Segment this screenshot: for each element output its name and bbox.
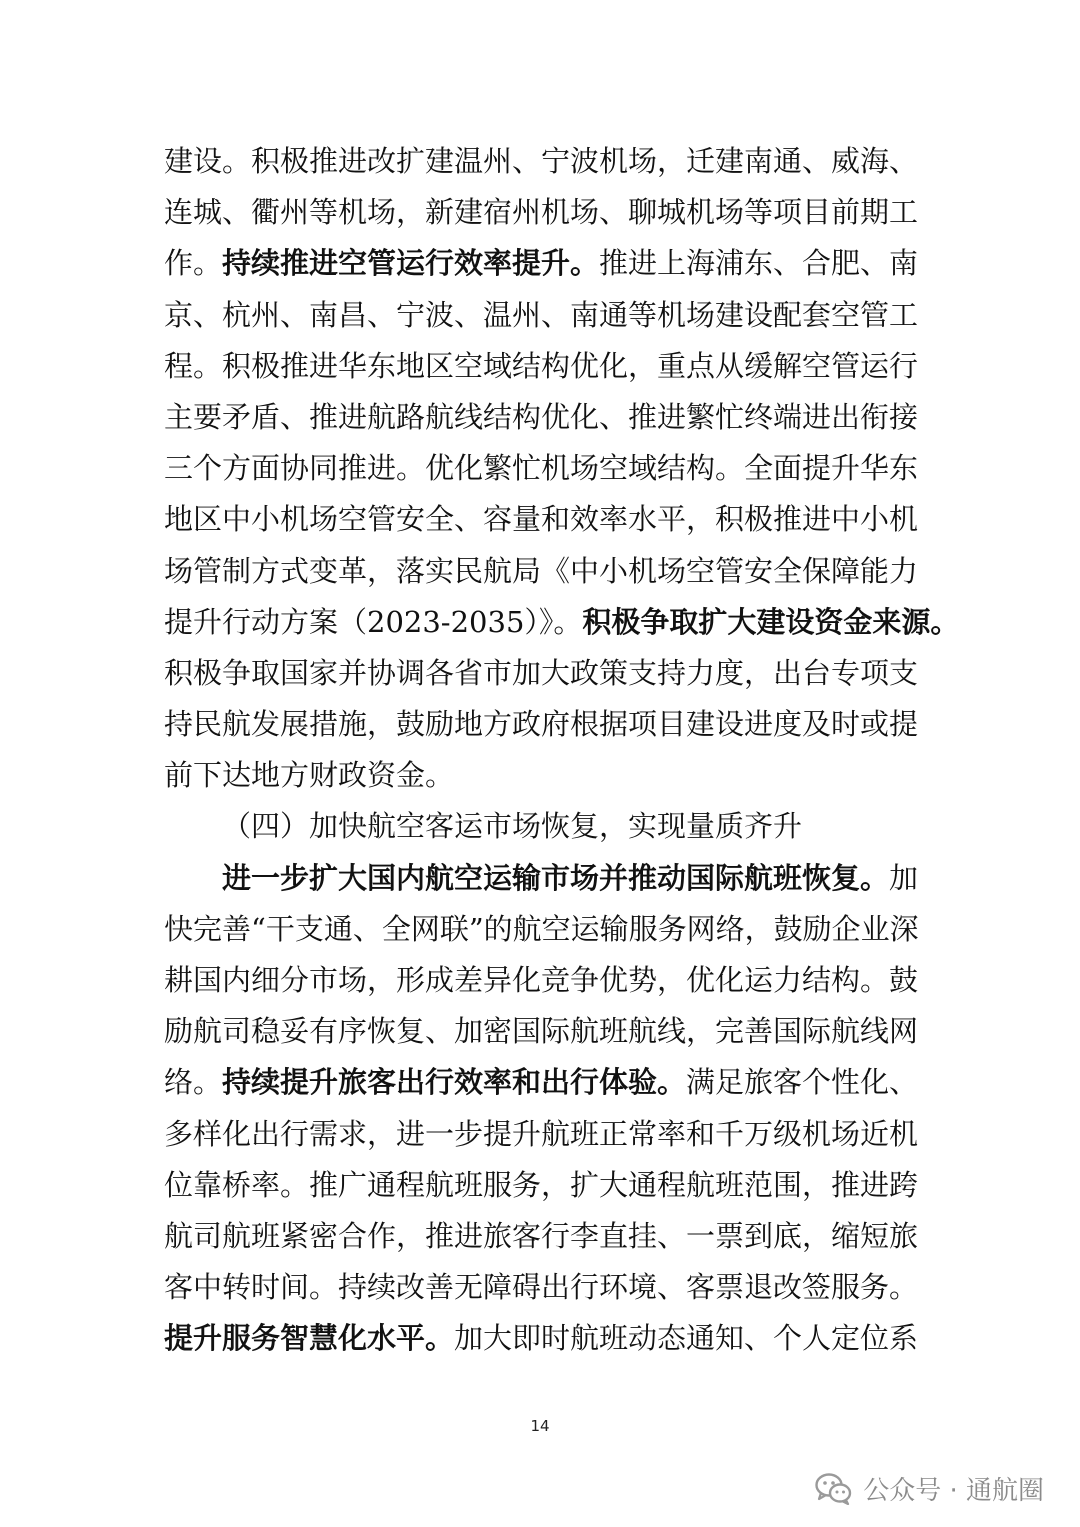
text-segment: 客中转时间。持续改善无障碍出行环境、客票退改签服务。 <box>164 1270 919 1305</box>
text-segment: 程。积极推进华东地区空域结构优化，重点从缓解空管运行 <box>164 348 919 383</box>
bold-text-segment: 进一步扩大国内航空运输市场并推动国际航班恢复。 <box>222 860 890 895</box>
text-segment: 地区中小机场空管安全、容量和效率水平，积极推进中小机 <box>164 502 919 537</box>
text-segment: 满足旅客个性化、 <box>686 1065 919 1100</box>
text-line <box>164 136 919 187</box>
text-segment: 积极争取国家并协调各省市加大政策支持力度，出台专项支 <box>164 655 919 690</box>
text-line <box>164 1262 919 1313</box>
text-line <box>164 290 919 341</box>
text-line <box>164 1160 919 1211</box>
text-segment: 励航司稳妥有序恢复、加密国际航班航线，完善国际航线网 <box>164 1014 919 1049</box>
text-segment: 连城、衢州等机场，新建宿州机场、聊城机场等项目前期工 <box>164 195 919 230</box>
text-segment: （四）加快航空客运市场恢复，实现量质齐升 <box>222 809 803 844</box>
text-segment: 络。 <box>164 1065 223 1100</box>
text-line <box>164 801 916 852</box>
text-line <box>164 597 960 648</box>
text-line <box>164 187 919 238</box>
watermark <box>815 1470 1044 1507</box>
text-line <box>164 699 919 750</box>
text-line <box>164 853 919 904</box>
text-segment: 主要矛盾、推进航路航线结构优化、推进繁忙终端进出衔接 <box>164 399 919 434</box>
bold-text-segment: 持续提升旅客出行效率和出行体验。 <box>222 1065 687 1100</box>
bold-text-segment: 积极争取扩大建设资金来源。 <box>582 604 960 639</box>
text-segment: 加 <box>889 860 919 895</box>
text-segment: 快完善“干支通、全网联”的航空运输服务网络，鼓励企业深 <box>164 911 919 946</box>
text-segment: 推进上海浦东、合肥、南 <box>599 246 919 281</box>
text-segment: 建设。积极推进改扩建温州、宁波机场，迁建南通、威海、 <box>164 144 919 178</box>
text-line <box>164 546 919 597</box>
text-segment: 京、杭州、南昌、宁波、温州、南通等机场建设配套空管工 <box>164 297 919 332</box>
text-line <box>164 750 916 801</box>
watermark-text: 公众号 · 通航圈 <box>863 1476 1044 1506</box>
page-number: 14 <box>530 1417 550 1435</box>
text-segment: 提升行动方案（2023-2035）》。 <box>164 604 583 639</box>
text-line <box>164 443 919 494</box>
document-body <box>164 136 960 1365</box>
text-segment: 加大即时航班动态通知、个人定位系 <box>454 1321 919 1356</box>
text-line <box>164 904 919 955</box>
text-segment: 场管制方式变革，落实民航局《中小机场空管安全保障能力 <box>164 553 919 588</box>
text-segment: 位靠桥率。推广通程航班服务，扩大通程航班范围，推进跨 <box>164 1167 919 1202</box>
text-line <box>164 1057 919 1108</box>
text-segment: 前下达地方财政资金。 <box>164 758 455 793</box>
text-line <box>164 238 919 289</box>
bold-text-segment: 持续推进空管运行效率提升。 <box>222 246 600 281</box>
text-segment: 航司航班紧密合作，推进旅客行李直挂、一票到底，缩短旅 <box>164 1218 919 1253</box>
text-line <box>164 1109 919 1160</box>
text-segment: 耕国内细分市场，形成差异化竞争优势，优化运力结构。鼓 <box>164 963 919 997</box>
text-segment: 作。 <box>164 246 223 281</box>
text-line <box>164 1006 919 1057</box>
text-line <box>164 1211 919 1262</box>
text-line <box>164 648 919 699</box>
text-line <box>164 1313 919 1364</box>
wechat-icon <box>815 1473 853 1505</box>
text-line <box>164 955 919 1006</box>
text-segment: 持民航发展措施，鼓励地方政府根据项目建设进度及时或提 <box>164 707 919 742</box>
text-line <box>164 392 919 443</box>
text-segment: 多样化出行需求，进一步提升航班正常率和千万级机场近机 <box>164 1116 919 1151</box>
bold-text-segment: 提升服务智慧化水平。 <box>164 1321 455 1356</box>
text-line <box>164 494 919 545</box>
text-line <box>164 341 919 392</box>
text-segment: 三个方面协同推进。优化繁忙机场空域结构。全面提升华东 <box>164 451 919 486</box>
